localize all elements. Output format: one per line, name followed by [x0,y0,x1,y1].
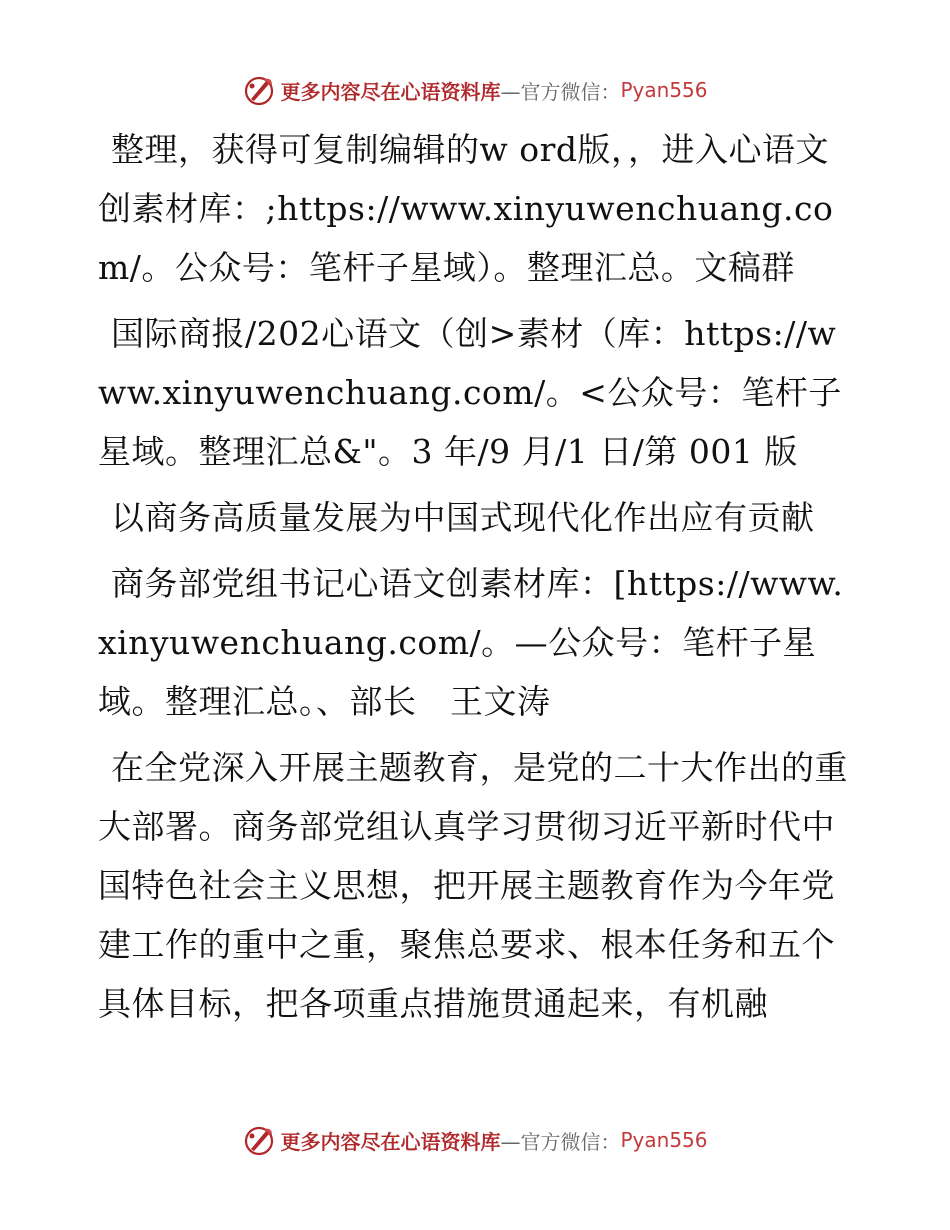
banner-separator: —官方微信： [500,79,621,104]
banner-slogan: 更多内容尽在心语资料库 [280,1129,501,1154]
footer-watermark-banner [0,1120,950,1160]
paragraph-body: 在全党深入开展主题教育，是党的二十大作出的重大部署。商务部党组认真学习贯彻习近平新时代中国特色社会主义思想，把开展主题教育作为今年党建工作的重中之重，聚焦总要求、根本任务和五个具体目标，把各项重点措施贯通起来，有机融 [98,748,848,1023]
feather-pen-logo-icon [242,1123,276,1157]
banner-slogan: 更多内容尽在心语资料库 [280,79,501,104]
banner-wechat-id: Pyan556 [620,1128,708,1152]
paragraph-intro: 整理，获得可复制编辑的w ord版，，进入心语文创素材库：;https://www.xinyuwenchuang.com/。公众号：笔杆子星域）。整理汇总。文稿群 [98,130,834,287]
banner-separator: —官方微信： [500,1129,621,1154]
article-author: 商务部党组书记心语文创素材库：[https://www.xinyuwenchuang.com/。—公众号：笔杆子星域。整理汇总。、部长 王文涛 [98,564,844,721]
header-watermark-banner [0,70,950,110]
feather-pen-logo-icon [242,73,276,107]
document-body [98,120,858,1040]
paragraph-source: 国际商报/202心语文（创>素材（库：https://www.xinyuwenchuang.com/。<公众号：笔杆子星域。整理汇总&"。3 年/9 月/1 日/第 001 版 [98,314,842,471]
article-title: 以商务高质量发展为中国式现代化作出应有贡献 [111,498,815,537]
banner-wechat-id: Pyan556 [620,78,708,102]
